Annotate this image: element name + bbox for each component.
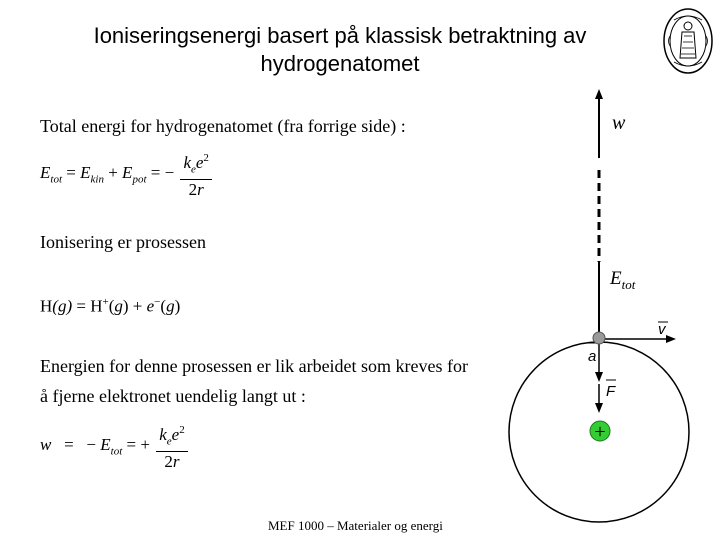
etot-label: $E_{tot}$ xyxy=(610,268,636,292)
total-energy-heading: Total energi for hydrogenatomet (fra forrige side) : xyxy=(40,116,406,136)
ionization-equation: H(g) = H+(g) + e−(g) xyxy=(40,296,181,316)
nucleus-symbol: + xyxy=(594,421,606,443)
title-line-1: Ioniseringsenergi basert på klassisk betraktning av xyxy=(93,23,587,48)
total-energy-equation: $E_{tot} = E_{kin} + E_{pot}$ = − $\frac{k_ee^2}{2r}$ xyxy=(40,148,214,200)
electron-icon xyxy=(593,332,605,344)
title-line-2: hydrogenatomet xyxy=(260,51,420,76)
work-equation: w = − $E_{tot}$ = + $\frac{k_ee^2}{2r}$ xyxy=(40,420,190,472)
footer: MEF 1000 – Materialer og energi xyxy=(268,518,443,533)
acceleration-label: a xyxy=(588,348,597,365)
velocity-label: v xyxy=(658,321,666,338)
ionization-heading: Ionisering er prosessen xyxy=(40,232,206,252)
energy-text-line-1: Energien for denne prosessen er lik arbeidet som kreves for xyxy=(40,356,469,376)
energy-text-line-2: å fjerne elektronet uendelig langt ut : xyxy=(40,386,306,406)
force-label: F xyxy=(606,383,616,400)
work-label: w xyxy=(612,112,626,134)
